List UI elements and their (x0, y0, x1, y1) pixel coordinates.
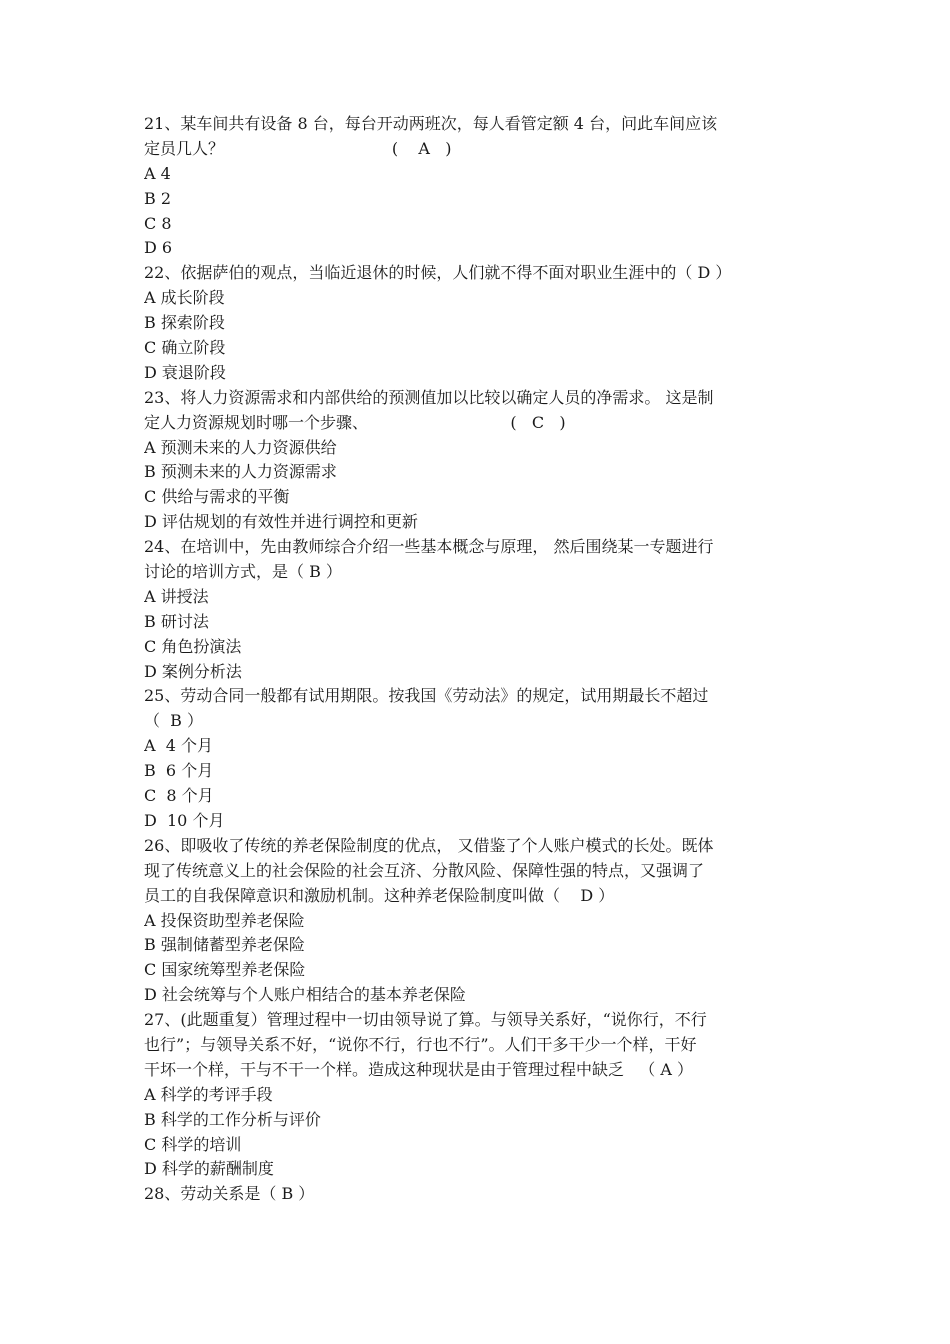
text-line: B 科学的工作分析与评价 (144, 1109, 321, 1129)
text-line: B 探索阶段 (144, 313, 225, 333)
text-line: B 强制储蓄型养老保险 (144, 935, 305, 955)
text-line: C 8 个月 (144, 786, 214, 806)
text-line: 干坏一个样，干与不干一个样。造成这种现状是由于管理过程中缺乏 （ A ） (144, 1059, 693, 1079)
text-line: A 讲授法 (144, 586, 209, 606)
text-line: D 衰退阶段 (144, 362, 226, 382)
text-line: 24、在培训中，先由教师综合介绍一些基本概念与原理， 然后围绕某一专题进行 (144, 537, 714, 557)
text-line: 也行”；与领导关系不好，“说你不行，行也不行”。人们干多干少一个样，干好 (144, 1034, 697, 1054)
text-line: 27、(此题重复）管理过程中一切由领导说了算。与领导关系好，“说你行，不行 (144, 1010, 707, 1030)
text-line: 定人力资源规划时哪一个步骤、 ( C ) (144, 412, 566, 432)
text-line: C 8 (144, 213, 172, 233)
text-line: 25、劳动合同一般都有试用期限。按我国《劳动法》的规定，试用期最长不超过 (144, 686, 709, 706)
text-line: C 供给与需求的平衡 (144, 487, 290, 507)
text-line: D 科学的薪酬制度 (144, 1159, 274, 1179)
text-line: D 社会统筹与个人账户相结合的基本养老保险 (144, 985, 466, 1005)
text-line: A 预测未来的人力资源供给 (144, 437, 337, 457)
text-line: D 评估规划的有效性并进行调控和更新 (144, 512, 418, 532)
text-line: 现了传统意义上的社会保险的社会互济、分散风险、保障性强的特点，又强调了 (144, 860, 705, 880)
text-line: C 科学的培训 (144, 1134, 242, 1154)
text-line: A 投保资助型养老保险 (144, 910, 305, 930)
text-line: 22、依据萨伯的观点，当临近退休的时候，人们就不得不面对职业生涯中的（ D ） (144, 263, 732, 283)
text-line: 21、某车间共有设备 8 台，每台开动两班次，每人看管定额 4 台，问此车间应该 (144, 114, 718, 133)
text-line: D 案例分析法 (144, 661, 242, 681)
text-line: B 预测未来的人力资源需求 (144, 462, 337, 482)
document-page (144, 112, 814, 1207)
text-line: D 10 个月 (144, 810, 225, 830)
text-line: A 4 (144, 163, 171, 183)
text-line: 定员几人？ ( A ) (144, 138, 452, 158)
text-line: A 科学的考评手段 (144, 1084, 273, 1104)
text-line: （ B ） (144, 711, 204, 731)
text-line: C 确立阶段 (144, 338, 226, 358)
text-line: C 国家统筹型养老保险 (144, 960, 306, 980)
text-line: A 4 个月 (144, 736, 213, 756)
text-line: C 角色扮演法 (144, 636, 242, 656)
text-line: B 6 个月 (144, 761, 214, 781)
text-line: A 成长阶段 (144, 288, 225, 308)
text-line: 28、劳动关系是（ B ） (144, 1184, 315, 1204)
text-line: D 6 (144, 238, 173, 258)
text-line: 员工的自我保障意识和激励机制。这种养老保险制度叫做（ D ） (144, 885, 615, 905)
text-line: 23、将人力资源需求和内部供给的预测值加以比较以确定人员的净需求。 这是制 (144, 387, 714, 407)
text-line: B 研讨法 (144, 611, 209, 631)
text-line: 讨论的培训方式，是（ B ） (144, 562, 342, 582)
text-line: B 2 (144, 188, 172, 208)
text-line: 26、即吸收了传统的养老保险制度的优点， 又借鉴了个人账户模式的长处。既体 (144, 835, 714, 855)
